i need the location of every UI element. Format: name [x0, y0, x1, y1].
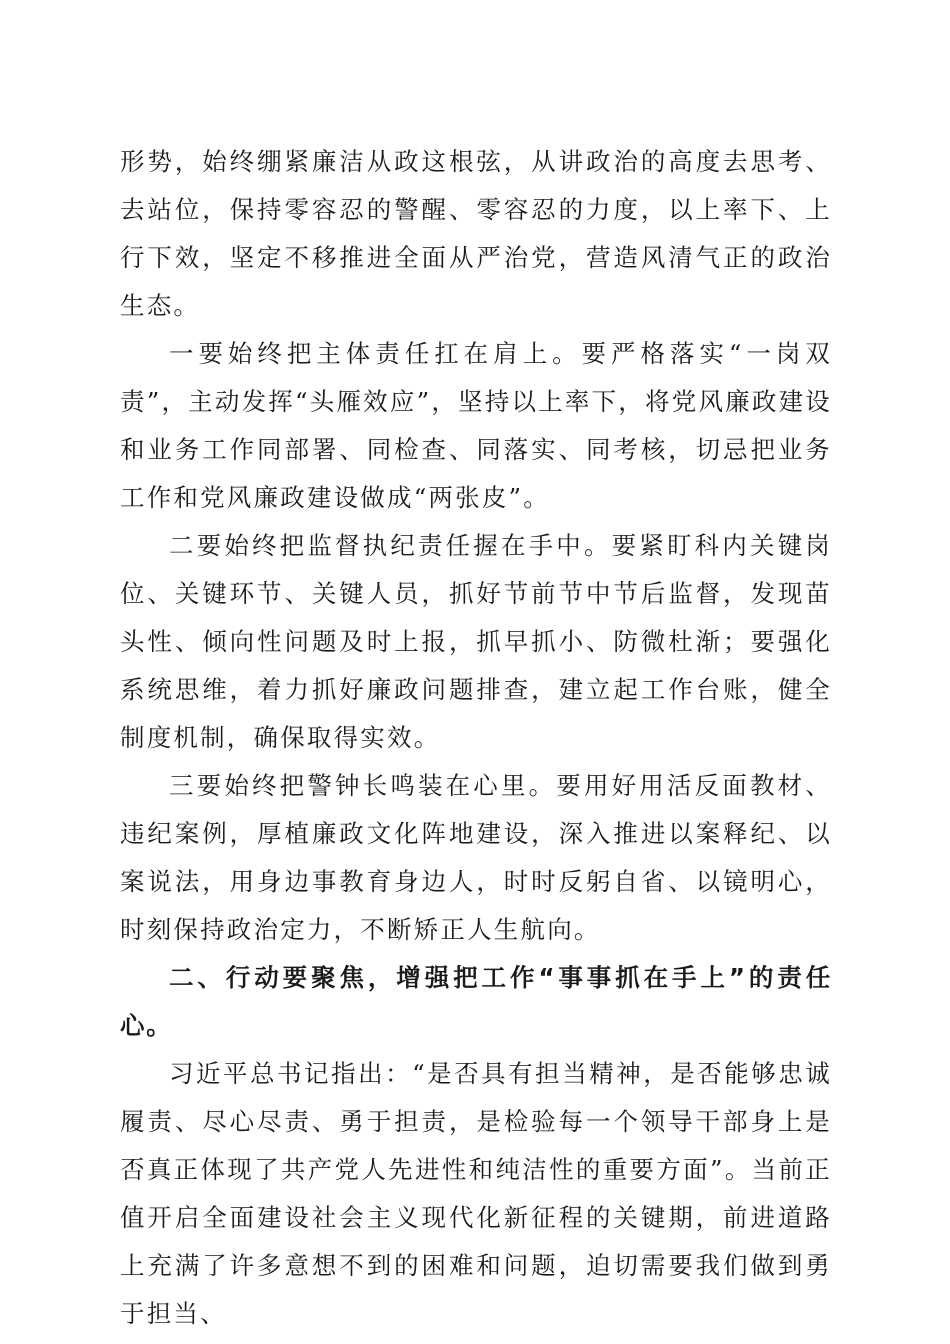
paragraph-quote: 习近平总书记指出：“是否具有担当精神，是否能够忠诚履责、尽心尽责、勇于担责，是检验每一个领导干部身上是否真正体现了共产党人先进性和纯洁性的重要方面”。当前正值开启全面建设社会主义现代化新征程的关键期，前进道路上充满了许多意想不到的困难和问题，迫切需要我们做到勇于担当、: [120, 1059, 832, 1328]
paragraph-warning-bell: 三要始终把警钟长鸣装在心里。要用好用活反面教材、违纪案例，厚植廉政文化阵地建设，深入推进以案释纪、以案说法，用身边事教育身边人，时时反躬自省、以镜明心，时刻保持政治定力，不断矫正人生航向。: [120, 771, 832, 944]
section-heading: 二、行动要聚焦，增强把工作“事事抓在手上”的责任心。: [120, 963, 832, 1040]
paragraph-main-responsibility: 一要始终把主体责任扛在肩上。要严格落实“一岗双责”，主动发挥“头雁效应”，坚持以上率下，将党风廉政建设和业务工作同部署、同检查、同落实、同考核，切忌把业务工作和党风廉政建设做成“两张皮”。: [120, 339, 832, 512]
document-body: [120, 138, 832, 1338]
paragraph-supervision-responsibility: 二要始终把监督执纪责任握在手中。要紧盯科内关键岗位、关键环节、关键人员，抓好节前节中节后监督，发现苗头性、倾向性问题及时上报，抓早抓小、防微杜渐；要强化系统思维，着力抓好廉政问题排查，建立起工作台账，健全制度机制，确保取得实效。: [120, 531, 832, 752]
paragraph-continuation: 形势，始终绷紧廉洁从政这根弦，从讲政治的高度去思考、去站位，保持零容忍的警醒、零容忍的力度，以上率下、上行下效，坚定不移推进全面从严治党，营造风清气正的政治生态。: [120, 147, 832, 320]
